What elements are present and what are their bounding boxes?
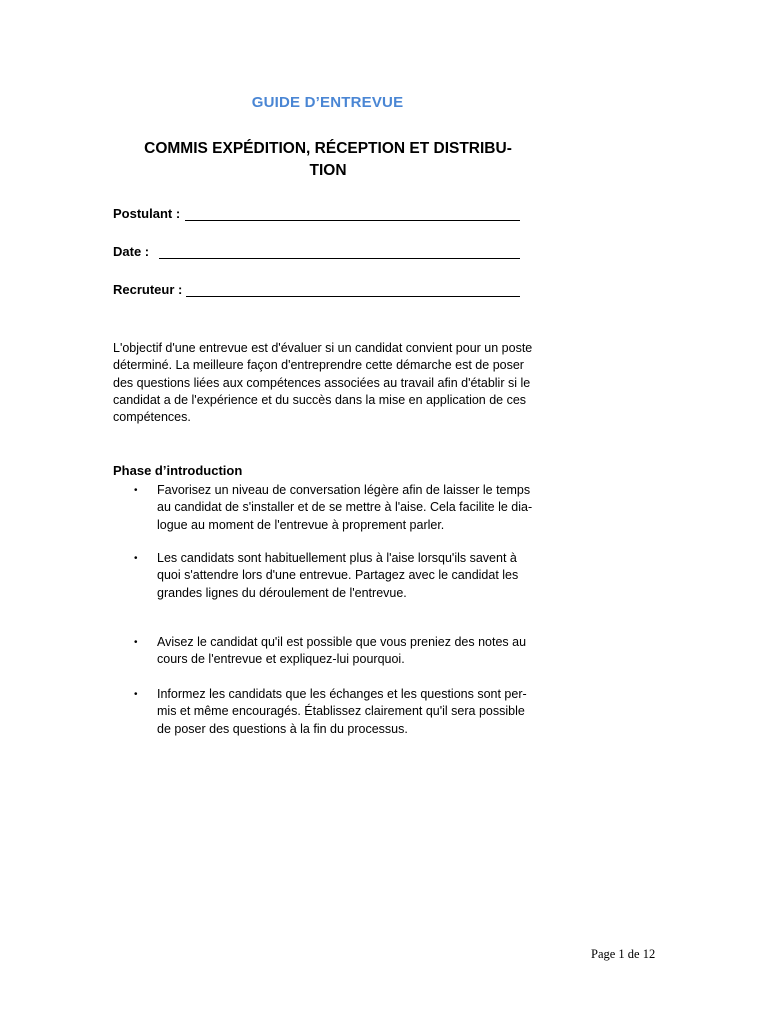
bullet-icon: • [134,553,138,564]
recruiter-blank-line [186,296,520,297]
date-field [113,244,149,259]
bullet-line: grandes lignes du déroulement de l'entrevue. [157,585,407,600]
guide-title: GUIDE D’ENTREVUE [251,94,404,111]
bullet-line: quoi s'attendre lors d'une entrevue. Partagez avec le candidat les [157,568,519,583]
intro-line: des questions liées aux compétences associées au travail afin d'établir si le [113,375,531,390]
page-number: Page 1 de 12 [591,947,656,961]
bullet-icon: • [134,637,138,648]
job-title-line: TION [309,162,347,179]
bullet-line: Favorisez un niveau de conversation légère afin de laisser le temps [157,483,531,497]
bullet-line: au candidat de s'installer et de se mettre à l'aise. Cela facilite le dia- [157,500,533,515]
date-label: Date : [113,244,150,259]
job-title-line: COMMIS EXPÉDITION, RÉCEPTION ET DISTRIBU- [144,140,512,157]
recruiter-field [113,282,182,297]
phase-heading: Phase d’introduction [113,463,243,478]
bullet-text [157,550,542,602]
intro-paragraph [113,340,543,426]
bullet-text [157,686,542,738]
intro-line: déterminé. La meilleure façon d'entreprendre cette démarche est de poser [113,358,524,373]
bullet-line: Avisez le candidat qu'il est possible que vous preniez des notes au [157,635,527,649]
bullet-line: Les candidats sont habituellement plus à l'aise lorsqu'ils savent à [157,551,517,565]
applicant-label: Postulant : [113,206,181,221]
intro-line: L'objectif d'une entrevue est d'évaluer si un candidat convient pour un poste [113,341,533,355]
bullet-line: mis et même encouragés. Établissez clairement qu'il sera possible [157,704,525,719]
intro-line: candidat a de l'expérience et du succès dans la mise en application de ces [113,392,527,407]
applicant-field [113,206,180,221]
bullet-text [157,634,542,669]
bullet-line: logue au moment de l'entrevue à proprement parler. [157,517,445,532]
job-title [113,138,543,182]
date-blank-line [159,258,520,259]
bullet-line: Informez les candidats que les échanges et les questions sont per- [157,687,527,701]
intro-line: compétences. [113,410,191,425]
bullet-text [157,482,542,534]
bullet-icon: • [134,485,138,496]
applicant-blank-line [185,220,520,221]
bullet-icon: • [134,689,138,700]
bullet-line: cours de l'entrevue et expliquez-lui pourquoi. [157,652,405,667]
bullet-line: de poser des questions à la fin du processus. [157,721,408,736]
recruiter-label: Recruteur : [113,282,183,297]
